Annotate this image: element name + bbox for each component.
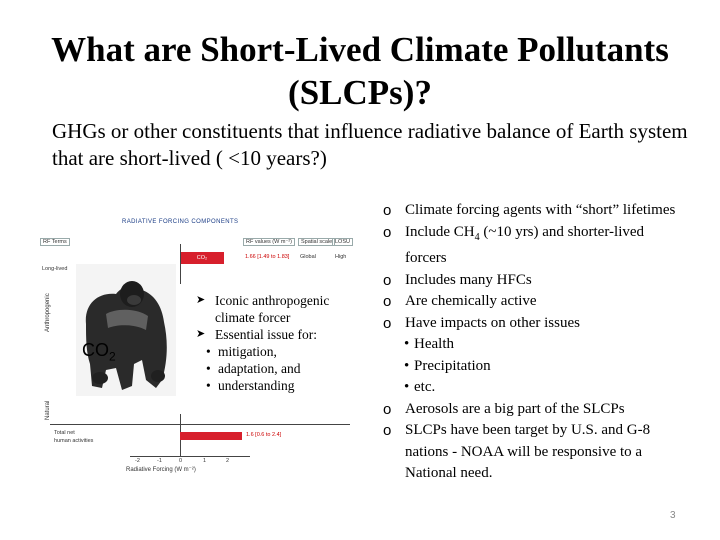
list-item bbox=[383, 200, 683, 222]
circle-bullet-icon: o bbox=[383, 202, 392, 219]
header-rf-terms: RF Terms bbox=[40, 238, 70, 246]
overlay-list bbox=[196, 292, 366, 394]
circle-bullet-icon: o bbox=[383, 271, 392, 289]
overlay-subitem-text: mitigation, bbox=[218, 344, 277, 359]
bullet-icon: • bbox=[404, 357, 410, 374]
x-axis-line bbox=[130, 456, 250, 457]
total-forcing-value: 1.6 [0.6 to 2.4] bbox=[246, 432, 282, 438]
circle-bullet-icon: o bbox=[383, 293, 392, 310]
list-item-text: Have impacts on other issues bbox=[405, 314, 580, 331]
co2-forcing-bar: CO₂ bbox=[180, 252, 224, 264]
axis-anthropogenic: Anthropogenic bbox=[45, 293, 51, 332]
list-item bbox=[383, 313, 683, 335]
figure-heading: RADIATIVE FORCING COMPONENTS bbox=[122, 219, 239, 225]
list-item-text: Include $CH_4$ (~10 yrs) and shorter-lived forcers bbox=[405, 223, 645, 266]
co2-forcing-value: 1.66 [1.49 to 1.83] bbox=[245, 254, 290, 260]
x-tick: 2 bbox=[226, 458, 230, 464]
circle-bullet-icon: o bbox=[383, 422, 392, 439]
bullet-icon: • bbox=[206, 361, 211, 376]
row-long-lived: Long-lived bbox=[42, 266, 68, 272]
circle-bullet-icon: o bbox=[383, 223, 392, 241]
x-tick: -1 bbox=[157, 458, 162, 464]
list-subitem bbox=[383, 377, 683, 399]
slide-subtitle: GHGs or other constituents that influence radiative balance of Earth system that are short-lived ( <10 years?) bbox=[52, 119, 688, 170]
bullet-icon: • bbox=[206, 378, 211, 393]
list-subitem-text: Health bbox=[414, 336, 454, 352]
overlay-item bbox=[196, 326, 366, 343]
overlay-subitem-text: adaptation, and bbox=[218, 361, 301, 376]
list-item bbox=[383, 291, 683, 313]
gorilla-icon bbox=[76, 264, 176, 396]
x-tick: 0 bbox=[179, 458, 183, 464]
list-item-text: Aerosols are a big part of the SLCPs bbox=[405, 400, 625, 417]
row-total-net: Total net bbox=[54, 430, 75, 436]
circle-bullet-icon: o bbox=[383, 314, 392, 332]
gorilla-image bbox=[76, 264, 176, 396]
natural-divider-line bbox=[50, 424, 350, 425]
list-item bbox=[383, 399, 683, 421]
gorilla-co2-label: $CO_2$ bbox=[82, 340, 116, 364]
total-forcing-bar bbox=[180, 432, 242, 440]
axis-natural: Natural bbox=[45, 400, 51, 420]
co2-spatial-scale: Global bbox=[300, 254, 316, 260]
bullet-icon: • bbox=[404, 336, 410, 352]
header-spatial-scale: Spatial scale bbox=[298, 238, 335, 246]
list-item-text: SLCPs have been target by U.S. and G-8 nations - NOAA will be responsive to a National need. bbox=[405, 422, 651, 481]
overlay-subitem-text: understanding bbox=[218, 378, 295, 393]
arrow-bullet-icon: ➤ bbox=[196, 294, 206, 306]
overlay-subitem bbox=[196, 343, 366, 360]
overlay-subitem bbox=[196, 360, 366, 377]
bullet-icon: • bbox=[404, 379, 410, 395]
overlay-subitem bbox=[196, 377, 366, 394]
slcp-bullet-list bbox=[383, 200, 683, 485]
bullet-icon: • bbox=[206, 344, 211, 359]
slide-title-line1: What are Short-Lived Climate Pollutants bbox=[51, 30, 669, 69]
overlay-item bbox=[196, 292, 366, 326]
list-subitem-text: Precipitation bbox=[414, 357, 491, 374]
x-tick: 1 bbox=[203, 458, 207, 464]
x-tick: -2 bbox=[135, 458, 140, 464]
overlay-item-text: Essential issue for: bbox=[215, 327, 317, 342]
x-axis-label: Radiative Forcing (W m⁻²) bbox=[126, 467, 196, 473]
header-losu: LOSU bbox=[332, 238, 353, 246]
page-number: 3 bbox=[670, 510, 676, 521]
row-human-activities: human activities bbox=[54, 438, 94, 444]
list-item-text: Are chemically active bbox=[405, 293, 537, 309]
co2-losu: High bbox=[335, 254, 347, 260]
circle-bullet-icon: o bbox=[383, 400, 392, 418]
list-item bbox=[383, 420, 683, 485]
list-subitem bbox=[383, 334, 683, 356]
slide-title-line2: (SLCPs)? bbox=[288, 73, 432, 112]
list-item-text: Climate forcing agents with “short” lifetimes bbox=[405, 202, 676, 218]
list-item bbox=[383, 222, 683, 270]
overlay-item-text: Iconic anthropogenic climate forcer bbox=[215, 293, 330, 325]
slide-title bbox=[0, 28, 720, 114]
list-subitem-text: etc. bbox=[414, 379, 436, 395]
list-item-text: Includes many HFCs bbox=[405, 271, 532, 288]
list-subitem bbox=[383, 356, 683, 378]
header-rf-values: RF values (W m⁻²) bbox=[243, 238, 295, 246]
arrow-bullet-icon: ➤ bbox=[196, 328, 206, 340]
list-item bbox=[383, 270, 683, 292]
